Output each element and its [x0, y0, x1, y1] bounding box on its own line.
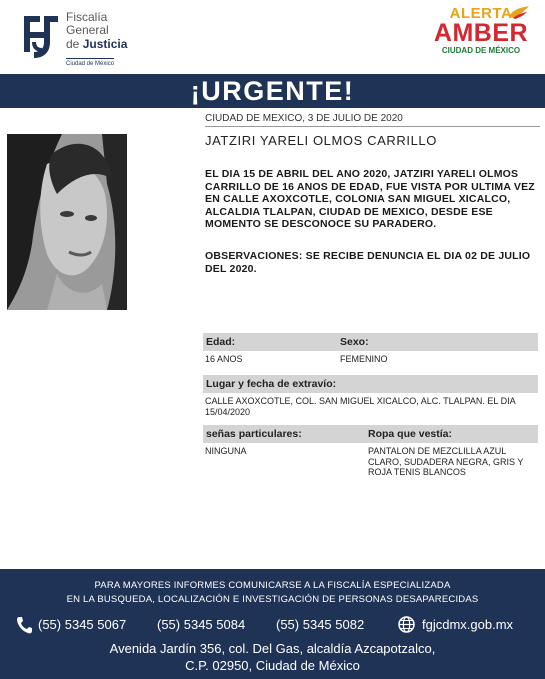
portrait-image: [7, 134, 127, 310]
sex-value: FEMENINO: [340, 354, 388, 364]
place-label: Lugar y fecha de extravío:: [203, 375, 538, 393]
age-value: 16 ANOS: [205, 354, 243, 364]
observations-text: OBSERVACIONES: SE RECIBE DENUNCIA EL DIA 02 DE JULIO DEL 2020.: [205, 250, 531, 275]
place-value: CALLE AXOXCOTLE, COL. SAN MIGUEL XICALCO, ALC. TLALPAN. EL DIA 15/04/2020: [205, 396, 516, 417]
amber-line1: ALERTA: [449, 5, 513, 22]
address-line1: Avenida Jardín 356, col. Del Gas, alcaldía Azcapotzalco,: [109, 641, 436, 656]
phone-number-1[interactable]: (55) 5345 5067: [38, 617, 127, 632]
missing-person-photo: [7, 134, 127, 310]
footer: [0, 569, 545, 679]
sex-label: Sexo:: [337, 333, 538, 351]
footer-info-line2: EN LA BUSQUEDA, LOCALIZACIÓN E INVESTIGACIÓN DE PERSONAS DESAPARECIDAS: [66, 594, 479, 605]
clothes-label: Ropa que vestía:: [365, 425, 538, 443]
website-link[interactable]: fgjcdmx.gob.mx: [422, 617, 514, 632]
age-label: Edad:: [203, 333, 337, 351]
header: [0, 0, 545, 74]
org-name: [66, 11, 127, 70]
missing-person-name: JATZIRI YARELI OLMOS CARRILLO: [205, 133, 437, 148]
amber-alert-logo: [431, 6, 531, 68]
footer-info-line1: PARA MAYORES INFORMES COMUNICARSE A LA FISCALÍA ESPECIALIZADA: [94, 580, 451, 591]
org-line2: General: [66, 22, 109, 37]
phone-icon: [16, 616, 32, 634]
phone-number-2[interactable]: (55) 5345 5084: [157, 617, 246, 632]
bird-icon: [509, 6, 529, 20]
clothes-value: PANTALON DE MEZCLILLA AZUL CLARO, SUDADERA NEGRA, GRIS Y ROJA TENIS BLANCOS: [368, 446, 524, 477]
notice-date: CIUDAD DE MEXICO, 3 DE JULIO DE 2020: [205, 113, 403, 124]
marks-value: NINGUNA: [205, 446, 247, 456]
address-line2: C.P. 02950, Ciudad de México: [185, 658, 360, 673]
phone-row: [16, 615, 536, 635]
org-line3-bold: Justicia: [82, 37, 128, 52]
amber-line2: AMBER: [433, 19, 529, 47]
urgent-banner: [0, 74, 545, 108]
amber-line3: CIUDAD DE MÉXICO: [441, 46, 521, 55]
banner-title: ¡URGENTE!: [190, 76, 355, 106]
date-divider: [205, 126, 540, 127]
globe-icon: [398, 616, 415, 633]
phone-number-3[interactable]: (55) 5345 5082: [276, 617, 365, 632]
org-line4: Ciudad de México: [66, 58, 114, 67]
fgj-logo-icon: [20, 12, 62, 62]
org-line3-prefix: de: [66, 37, 83, 52]
org-line1: Fiscalía: [66, 10, 108, 24]
description-text: EL DIA 15 DE ABRIL DEL ANO 2020, JATZIRI YARELI OLMOS CARRILLO DE 16 ANOS DE EDAD, FUE VISTA POR ULTIMA VEZ EN CALLE AXOXCOTLE, COLONIA SAN MIGUEL XICALCO, ALCALDIA TLALPAN, CIUDAD DE MEXICO, DESDE ESE MOMENTO SE DESCONOCE SU PARADERO.: [205, 168, 535, 230]
marks-label: señas particulares:: [203, 425, 365, 443]
